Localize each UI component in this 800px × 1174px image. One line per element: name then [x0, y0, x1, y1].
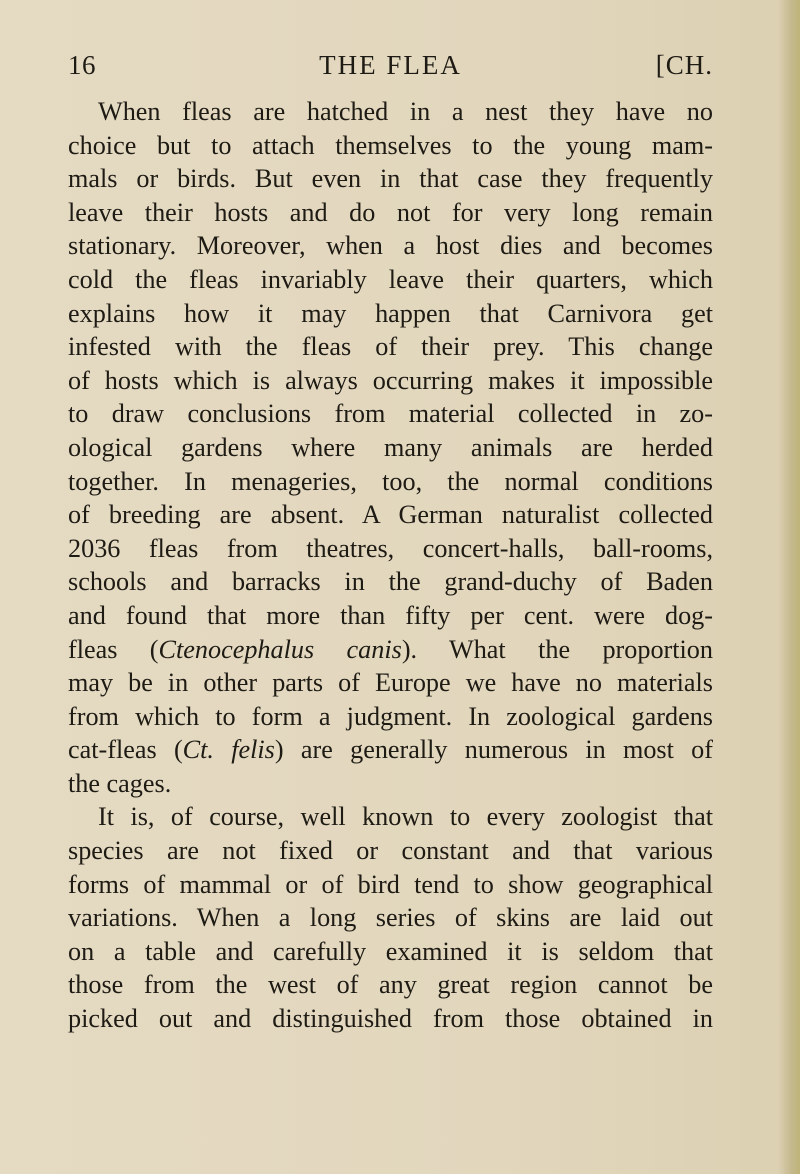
text-line: and found that more than fifty per cent. were dog- [68, 600, 713, 630]
species-name-italic: Ctenocephalus canis [158, 634, 402, 664]
text-line: of hosts which is always occurring makes it impossible [68, 365, 713, 395]
text-line-with-italic [68, 733, 713, 767]
text-fragment: cat-fleas ( [68, 735, 183, 765]
text-line: cold the fleas invariably leave their quarters, which [68, 264, 713, 294]
text-line: mals or birds. But even in that case they frequently [68, 164, 713, 194]
species-name-italic: Ct. felis [182, 735, 275, 765]
page-number: 16 [68, 50, 96, 80]
page-header [68, 50, 713, 90]
text-line: schools and barracks in the grand-duchy of Baden [68, 567, 713, 597]
text-line: together. In menageries, too, the normal conditions [68, 466, 713, 496]
text-fragment: ). What the proportion [401, 634, 713, 664]
text-line: stationary. Moreover, when a host dies and becomes [68, 231, 713, 261]
text-line: choice but to attach themselves to the young mam- [68, 130, 713, 160]
text-line: 2036 fleas from theatres, concert-halls, ball-rooms, [68, 533, 713, 563]
text-line: on a table and carefully examined it is seldom that [68, 936, 713, 966]
text-line: species are not fixed or constant and that various [68, 836, 713, 866]
text-line: explains how it may happen that Carnivora get [68, 298, 713, 328]
text-line: It is, of course, well known to every zoologist that [98, 802, 713, 832]
text-line: forms of mammal or of bird tend to show geographical [68, 869, 713, 899]
text-line: picked out and distinguished from those obtained in [68, 1004, 713, 1034]
chapter-marker: [CH. [655, 50, 713, 80]
text-fragment: ) are generally numerous in most of [274, 735, 713, 765]
text-line: to draw conclusions from material collected in zo- [68, 399, 713, 429]
page-edge-shadow [778, 0, 800, 1174]
text-line: the cages. [68, 768, 172, 798]
text-line: infested with the fleas of their prey. This change [68, 332, 713, 362]
text-line: from which to form a judgment. In zoological gardens [68, 701, 713, 731]
text-line: may be in other parts of Europe we have no materials [68, 668, 713, 698]
text-line: variations. When a long series of skins are laid out [68, 903, 713, 933]
text-line: of breeding are absent. A German naturalist collected [68, 500, 713, 530]
text-line: ological gardens where many animals are herded [68, 432, 713, 462]
text-line-with-italic [68, 633, 713, 667]
text-line: those from the west of any great region cannot be [68, 970, 713, 1000]
text-fragment: fleas ( [68, 634, 159, 664]
running-title: THE FLEA [319, 50, 462, 80]
text-line: leave their hosts and do not for very long remain [68, 197, 713, 227]
body-text [68, 95, 713, 1036]
text-line: When fleas are hatched in a nest they have no [98, 97, 713, 126]
